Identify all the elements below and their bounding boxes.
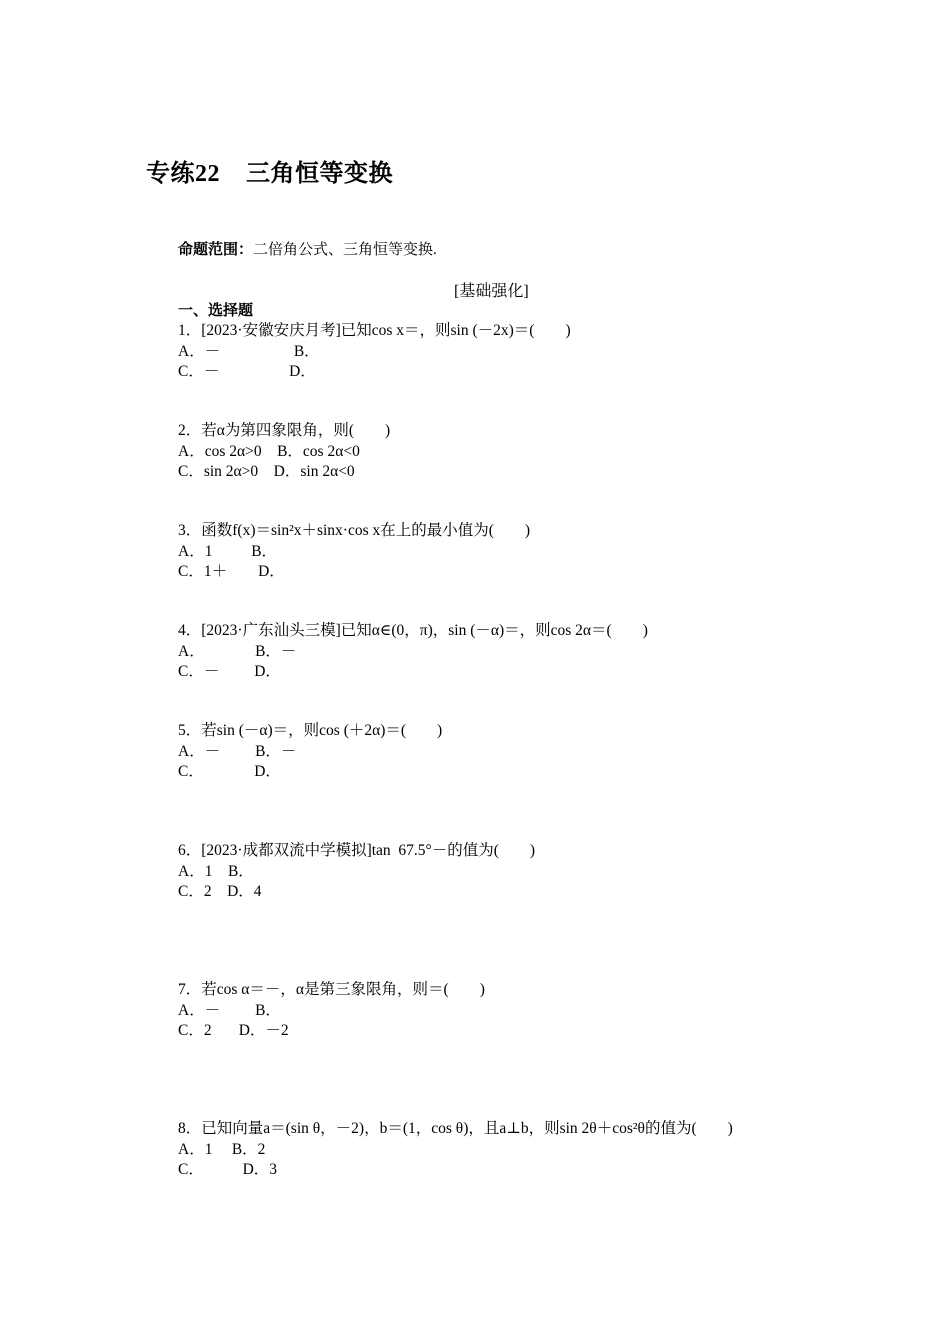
question-4-stem: 4．[2023·广东汕头三模]已知α∈(0，π)，sin (－α)＝，则cos 2α＝( ) (178, 622, 648, 639)
question-3-options-row-1: A．1 B． (178, 543, 278, 560)
scope-label: 命题范围： (178, 242, 254, 258)
section-label: [基础强化] (454, 283, 529, 300)
question-6-options-row-1: A．1 B． (178, 863, 254, 880)
question-2-options-row-2: C．sin 2α>0 D．sin 2α<0 (178, 463, 355, 480)
question-4-options-row-1: A． B．－ (178, 643, 297, 660)
scope-line (178, 238, 437, 259)
question-1-options-row-1: A．－ B． (178, 343, 320, 360)
question-2-stem: 2．若α为第四象限角，则( ) (178, 422, 391, 439)
question-1-options-row-2: C．－ D． (178, 363, 316, 380)
question-1-stem: 1．[2023·安徽安庆月考]已知cos x＝，则sin (－2x)＝( ) (178, 322, 571, 339)
question-6-stem: 6．[2023·成都双流中学模拟]tan 67.5°－的值为( ) (178, 842, 536, 859)
question-4-options-row-2: C．－ D． (178, 663, 281, 680)
question-5-options-row-2: C． D． (178, 763, 281, 780)
question-3-options-row-2: C．1＋ D． (178, 563, 285, 580)
section-heading: 一、选择题 (178, 303, 254, 319)
question-8-stem: 8．已知向量a＝(sin θ，－2)，b＝(1，cos θ)，且a⊥b，则sin 2θ＋cos²θ的值为( ) (178, 1120, 733, 1137)
question-2-options-row-1: A．cos 2α>0 B．cos 2α<0 (178, 443, 360, 460)
question-7-options-row-1: A．－ B． (178, 1002, 281, 1019)
page-title: 专练22 三角恒等变换 (146, 161, 393, 187)
question-6-options-row-2: C．2 D．4 (178, 883, 262, 900)
question-7-stem: 7．若cos α＝－，α是第三象限角，则＝( ) (178, 981, 485, 998)
question-5-options-row-1: A．－ B．－ (178, 743, 297, 760)
question-8-options-row-1: A．1 B．2 (178, 1141, 266, 1158)
question-7-options-row-2: C．2 D．－2 (178, 1022, 289, 1039)
question-3-stem: 3．函数f(x)＝sin²x＋sinx·cos x在上的最小值为( ) (178, 522, 531, 539)
scope-text: 二倍角公式、三角恒等变换. (253, 242, 437, 258)
question-5-stem: 5．若sin (－α)＝，则cos (＋2α)＝( ) (178, 722, 443, 739)
question-8-options-row-2: C． D．3 (178, 1161, 278, 1178)
